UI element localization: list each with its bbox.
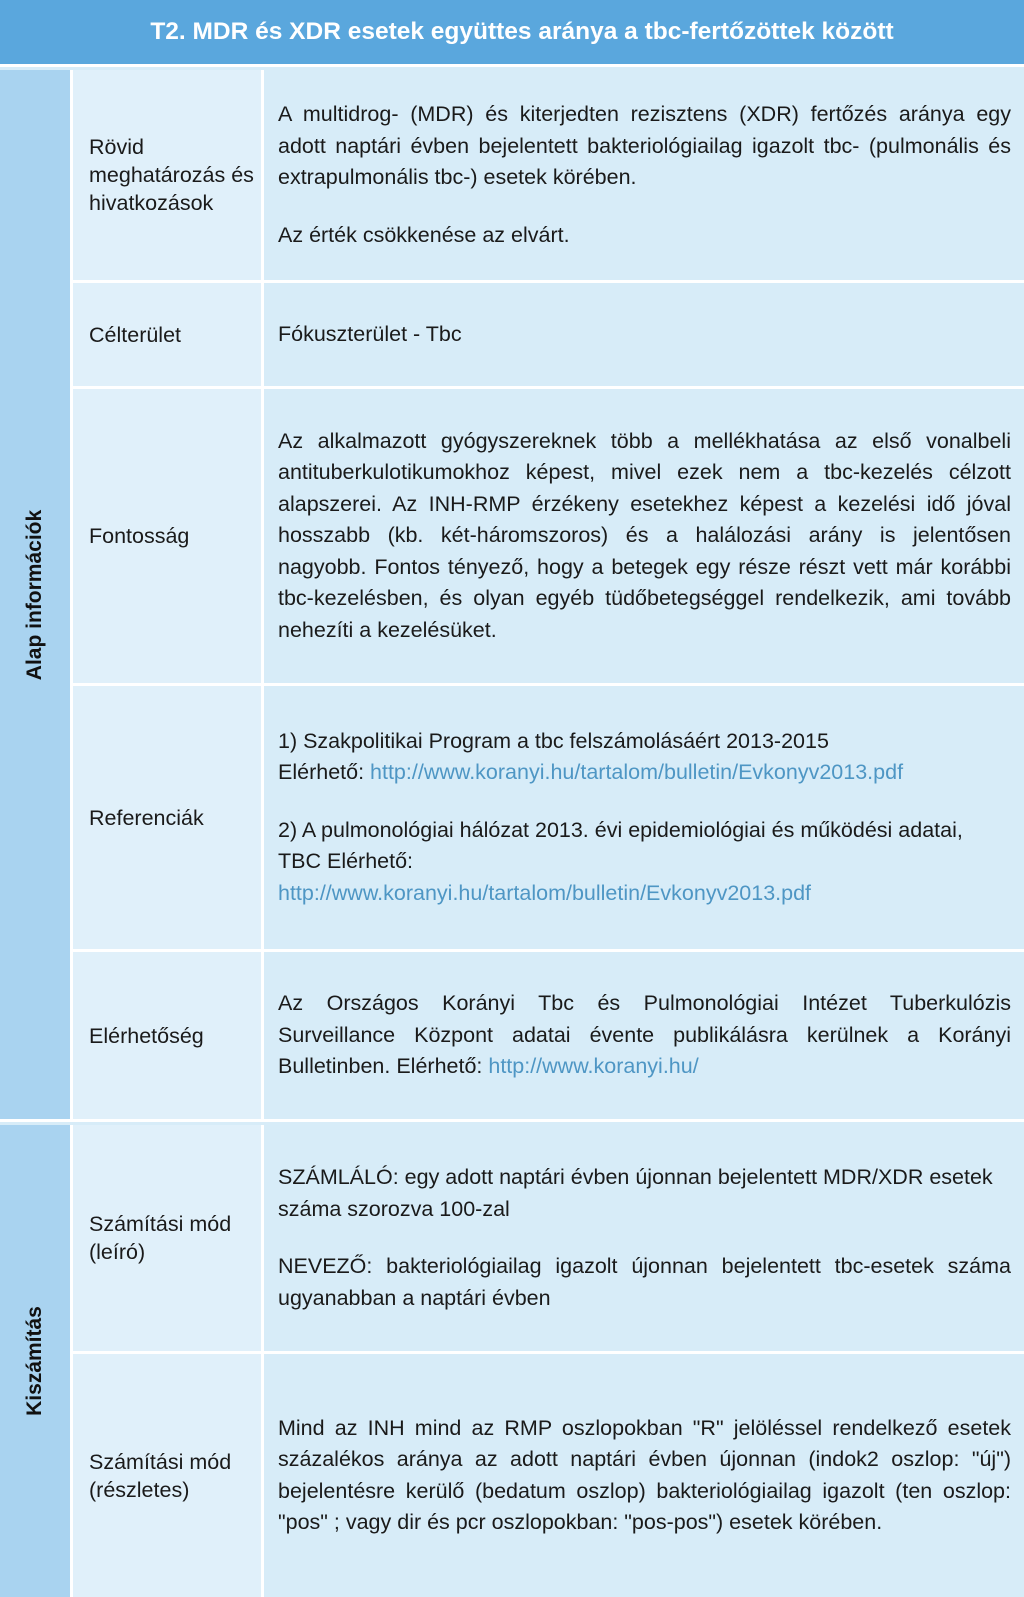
reference-2 — [278, 815, 1011, 910]
row-elerhetoseg — [73, 952, 1024, 1122]
row-label: Számítási mód (részletes) — [73, 1354, 264, 1597]
row-fontossag — [73, 389, 1024, 686]
denominator-text: NEVEZŐ: bakteriológiailag igazolt újonnan bejelentett tbc-esetek száma ugyanabban a naptári évben — [278, 1254, 1011, 1310]
expectation-text: Az érték csökkenése az elvárt. — [278, 222, 570, 247]
row-label: Fontosság — [73, 389, 264, 683]
section-label: Alap információk — [23, 509, 46, 680]
row-szamitasi-mod-reszletes — [73, 1354, 1024, 1597]
definition-text: A multidrog- (MDR) és kiterjedten rezisztens (XDR) fertőzés aránya egy adott naptári évben bejelentett bakteriológiailag igazolt tbc- (pulmonális és extrapulmonális tbc-) esetek körében. — [278, 102, 1011, 189]
row-rovid-meghatarozas — [73, 70, 1024, 283]
table-title: T2. MDR és XDR esetek együttes aránya a tbc-fertőzöttek között — [0, 0, 1024, 67]
row-content — [264, 686, 1024, 949]
row-content — [264, 1125, 1024, 1351]
row-label: Elérhetőség — [73, 952, 264, 1119]
row-celterulet — [73, 283, 1024, 389]
focus-area-text: Fókuszterület - Tbc — [278, 321, 462, 346]
availability-description: Az Országos Korányi Tbc és Pulmonológiai Intézet Tuberkulózis Surveillance Központ adatai évente publikálásra kerülnek a Korányi Bulletinben. Elérhető: — [278, 991, 1011, 1079]
detailed-method-text: Mind az INH mind az RMP oszlopokban "R" jelöléssel rendelkező esetek százalékos aránya az adott naptári évben újonnan (indok2 oszlop: "új") bejelentésre kerülő (bedatum oszlop) bakteriológiailag igazolt (ten oszlop: "pos" ; vagy dir és pcr oszlopokban: "pos-pos") esetek körében. — [278, 1415, 1011, 1534]
availability-link[interactable]: http://www.koranyi.hu/ — [488, 1054, 699, 1079]
row-label: Rövid meghatározás és hivatkozások — [73, 70, 264, 280]
row-label: Referenciák — [73, 686, 264, 949]
row-label: Számítási mód (leíró) — [73, 1125, 264, 1351]
numerator-text: SZÁMLÁLÓ: egy adott naptári évben újonnan bejelentett MDR/XDR esetek száma szorozva 100-zal — [278, 1165, 993, 1221]
reference-2-link[interactable]: http://www.koranyi.hu/tartalom/bulletin/Evkonyv2013.pdf — [278, 880, 812, 905]
reference-1-title: 1) Szakpolitikai Program a tbc felszámolásáért 2013-2015 — [278, 728, 829, 753]
row-content — [264, 389, 1024, 683]
reference-1-prefix: Elérhető: — [278, 760, 371, 785]
row-content — [264, 1354, 1024, 1597]
reference-1 — [278, 726, 1011, 789]
section-kiszamitas — [0, 1125, 73, 1597]
row-content — [264, 70, 1024, 280]
reference-1-link[interactable]: http://www.koranyi.hu/tartalom/bulletin/Evkonyv2013.pdf — [370, 760, 904, 785]
availability-text — [278, 988, 1011, 1083]
row-label: Célterület — [73, 283, 264, 386]
row-szamitasi-mod-leiro — [73, 1125, 1024, 1354]
reference-2-title: 2) A pulmonológiai hálózat 2013. évi epidemiológiai és működési adatai, TBC Elérhető: — [278, 817, 963, 874]
section-alap-informaciok — [0, 70, 73, 1122]
row-content — [264, 283, 1024, 386]
row-content — [264, 952, 1024, 1119]
row-referenciak — [73, 686, 1024, 952]
importance-text: Az alkalmazott gyógyszereknek több a mellékhatása az első vonalbeli antituberkulotikumokhoz képest, mivel ezek nem a tbc-kezelés célzott alapszerei. Az INH-RMP érzékeny esetekhez képest a kezelési idő jóval hosszabb (kb. két-háromszoros) és a halálozási arány is jelentősen nagyobb. Fontos tényező, hogy a betegek egy része részt vett már korábbi tbc-kezelésben, és olyan egyéb tüdőbetegséggel rendelkezik, ami tovább nehezíti a kezelésüket. — [278, 428, 1011, 642]
section-label: Kiszámítás — [23, 1306, 46, 1416]
